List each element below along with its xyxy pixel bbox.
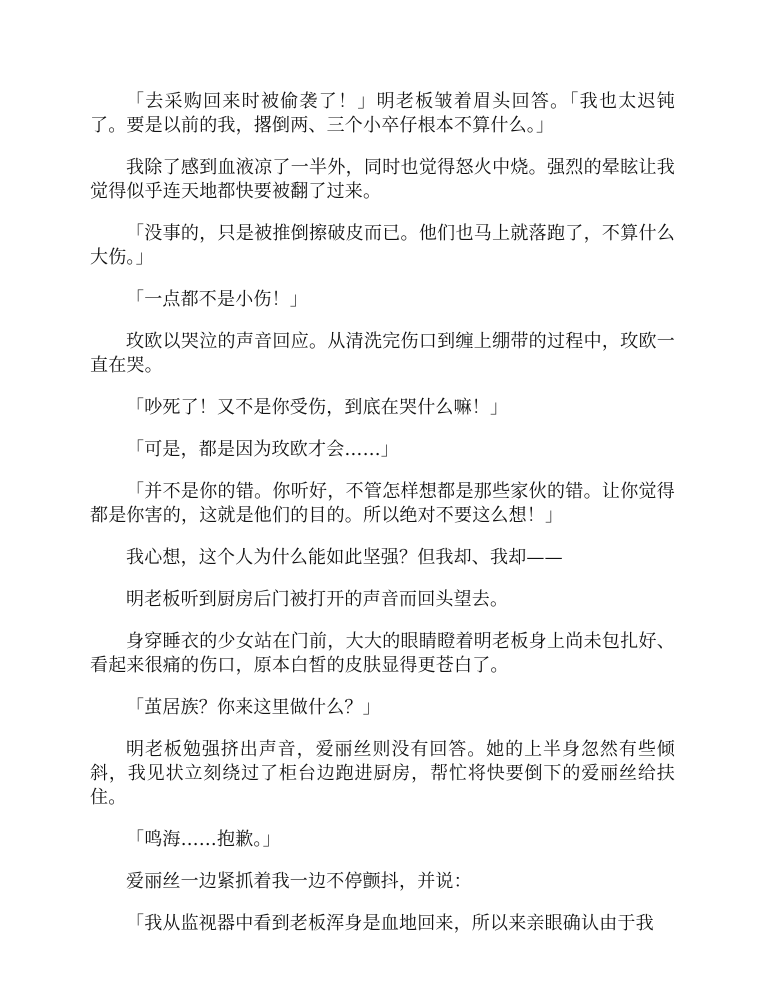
paragraph-6: 「吵死了！又不是你受伤，到底在哭什么嘛！」 — [126, 397, 509, 418]
paragraph-15: 爱丽丝一边紧抓着我一边不停颤抖，并说： — [126, 871, 472, 892]
paragraph-4: 「一点都不是小伤！」 — [126, 289, 308, 310]
paragraph-10: 明老板听到厨房后门被打开的声音而回头望去。 — [126, 589, 509, 610]
paragraph-11: 身穿睡衣的少女站在门前，大大的眼睛瞪着明老板身上尚未包扎好、看起来很痛的伤口，原本白皙的皮肤显得更苍白了。 — [90, 631, 675, 676]
paragraph-9: 我心想，这个人为什么能如此坚强？但我却、我却—— — [126, 547, 563, 568]
paragraph-2: 我除了感到血液凉了一半外，同时也觉得怒火中烧。强烈的晕眩让我觉得似乎连天地都快要被翻了过来。 — [90, 157, 675, 202]
paragraph-16: 「我从监视器中看到老板浑身是血地回来，所以来亲眼确认由于我 — [126, 913, 654, 934]
paragraph-7: 「可是，都是因为玫欧才会……」 — [126, 439, 399, 460]
paragraph-14: 「鸣海……抱歉。」 — [126, 829, 281, 850]
paragraph-12: 「茧居族？你来这里做什么？」 — [126, 697, 381, 718]
paragraph-8: 「并不是你的错。你听好，不管怎样想都是那些家伙的错。让你觉得都是你害的，这就是他们的目的。所以绝对不要这么想！」 — [90, 481, 675, 526]
paragraph-3: 「没事的，只是被推倒擦破皮而已。他们也马上就落跑了，不算什么大伤。」 — [90, 223, 675, 268]
paragraph-5: 玫欧以哭泣的声音回应。从清洗完伤口到缠上绷带的过程中，玫欧一直在哭。 — [90, 331, 675, 376]
paragraph-13: 明老板勉强挤出声音，爱丽丝则没有回答。她的上半身忽然有些倾斜，我见状立刻绕过了柜台边跑进厨房，帮忙将快要倒下的爱丽丝给扶住。 — [90, 739, 675, 808]
document-page — [90, 90, 675, 954]
paragraph-1: 「去采购回来时被偷袭了！」明老板皱着眉头回答。「我也太迟钝了。要是以前的我，撂倒两、三个小卒仔根本不算什么。」 — [90, 91, 675, 136]
